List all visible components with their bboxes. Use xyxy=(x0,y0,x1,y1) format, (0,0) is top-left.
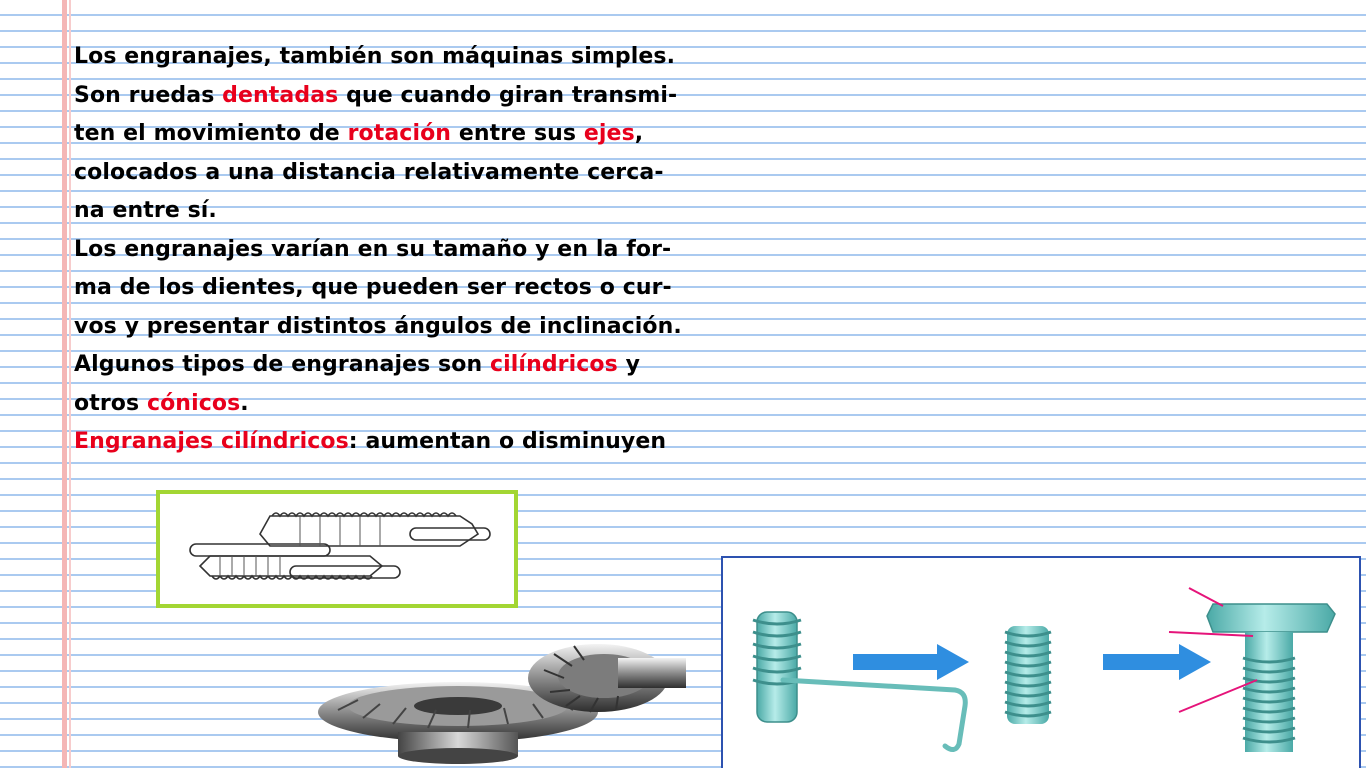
text-line: ma de los dientes, que pueden ser rectos o cur- xyxy=(74,275,672,300)
highlighted-term: ejes xyxy=(583,121,635,146)
text-line: colocados a una distancia relativamente cerca- xyxy=(74,159,664,185)
gears-column xyxy=(74,6,714,462)
text-line: na entre sí. xyxy=(74,198,217,223)
gears-paragraph xyxy=(74,38,714,462)
conic-gears-drawing xyxy=(318,640,688,768)
text-line: Son ruedas dentadas que cuando giran transmi- xyxy=(74,82,678,108)
highlighted-term: Engranajes cilíndricos xyxy=(74,429,349,454)
screw-parts-figure xyxy=(721,556,1361,768)
screw-title xyxy=(726,6,1356,38)
gears-title xyxy=(74,6,714,38)
highlighted-term: cónicos xyxy=(146,390,241,416)
text-line: Engranajes cilíndricos: aumentan o disminuyen xyxy=(74,429,667,454)
text-line: Algunos tipos de engranajes son cilíndricos y xyxy=(74,352,641,377)
screw-column xyxy=(726,6,1356,70)
text-line: otros cónicos. xyxy=(74,390,249,416)
highlighted-term: dentadas xyxy=(222,82,339,108)
cylindrical-gears-drawing xyxy=(160,494,514,604)
highlighted-term: rotación xyxy=(347,121,452,146)
cylindrical-gears-figure xyxy=(156,490,518,608)
screw-parts-drawing xyxy=(723,558,1359,768)
text-line: vos y presentar distintos ángulos de inclinación. xyxy=(74,313,682,339)
text-line: Los engranajes, también son máquinas simples. xyxy=(74,44,676,69)
screw-diagram-title xyxy=(726,38,1356,70)
notebook-margin-line-inner xyxy=(69,0,71,768)
highlighted-term: cilíndricos xyxy=(490,352,618,377)
text-line: ten el movimiento de rotación entre sus ejes, xyxy=(74,121,644,146)
notebook-margin-line xyxy=(62,0,67,768)
text-line: Los engranajes varían en su tamaño y en la for- xyxy=(74,236,672,262)
